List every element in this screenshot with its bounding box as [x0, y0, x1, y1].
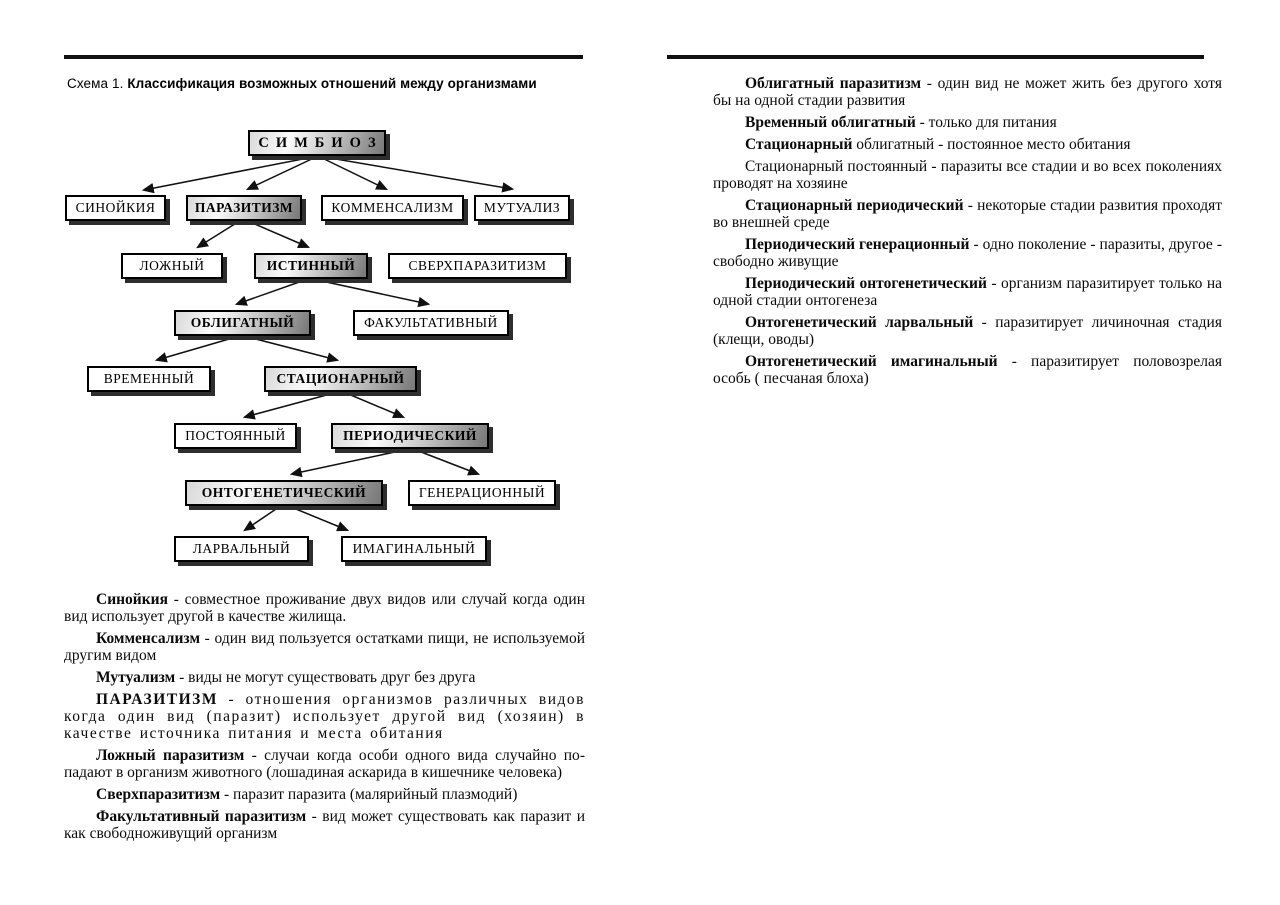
definition-text: - паразитирует половозрелая особь ( песчаная блоха) — [713, 353, 1222, 387]
definition-paragraph — [64, 691, 585, 742]
left-definitions — [64, 591, 585, 842]
arrow — [291, 507, 347, 530]
definition-paragraph — [713, 114, 1222, 131]
definition-paragraph — [713, 158, 1222, 192]
term: Временный облигатный — [745, 114, 916, 131]
definition-paragraph — [64, 786, 585, 803]
definition-text: - организм паразитирует только на одной стадии онтогенеза — [713, 275, 1222, 309]
definition-paragraph — [64, 669, 585, 686]
arrow — [245, 507, 279, 530]
term: Сверхпаразитизм — [96, 786, 221, 803]
term: ПАРАЗИТИЗМ — [96, 691, 218, 708]
definition-text: - отношения организмов различных видов когда один вид (паразит) использует другой вид (хозяин) в качестве источника питания и места обитания — [64, 691, 585, 742]
arrow — [144, 157, 313, 190]
diagram-node-lozhnyj: ЛОЖНЫЙ — [121, 253, 223, 279]
term: Синойкия — [96, 591, 168, 608]
diagram-node-postojannyj: ПОСТОЯННЫЙ — [174, 423, 297, 449]
definition-text: - одно поколение - паразиты, другое - свободно живущие — [713, 236, 1222, 270]
diagram-node-periodicheskij: ПЕРИОДИЧЕСКИЙ — [331, 423, 489, 449]
schema-title-prefix: Схема 1. — [67, 76, 128, 91]
arrow — [157, 337, 236, 360]
definition-text: - случаи когда особи одного вида случайно попадают в организм животного (лошадиная аскарида в кишечнике человека) — [64, 747, 585, 781]
diagram-node-simbioz: СИМБИОЗ — [248, 130, 386, 156]
diagram-node-parazitizm: ПАРАЗИТИЗМ — [186, 195, 302, 221]
definition-text: - один вид пользуется остатками пищи, не используемой другим видом — [64, 630, 585, 664]
diagram-node-imaginalnyj: ИМАГИНАЛЬНЫЙ — [341, 536, 487, 562]
diagram-node-ontogeneticheskij: ОНТОГЕНЕТИЧЕСКИЙ — [185, 480, 383, 506]
definition-paragraph — [64, 808, 585, 842]
arrow — [346, 393, 403, 417]
diagram-node-obligatnyj: ОБЛИГАТНЫЙ — [174, 310, 311, 336]
diagram-node-fakultativnyj: ФАКУЛЬТАТИВНЫЙ — [353, 310, 509, 336]
definition-text: - некоторые стадии развития проходят во внешней среде — [713, 197, 1222, 231]
definition-text: - виды не могут существовать друг без друга — [175, 669, 476, 686]
definition-paragraph — [713, 353, 1222, 387]
definition-text: - только для питания — [915, 114, 1057, 131]
definition-paragraph — [64, 591, 585, 625]
arrow — [248, 337, 337, 360]
diagram-node-vremennyj: ВРЕМЕННЫЙ — [87, 366, 211, 392]
definition-paragraph — [713, 236, 1222, 270]
term: Облигатный паразитизм — [745, 75, 922, 92]
definition-paragraph — [713, 275, 1222, 309]
term: Мутуализм — [96, 669, 176, 686]
term: Онтогенетический имагинальный — [745, 353, 998, 370]
diagram-node-istinnyj: ИСТИННЫЙ — [254, 253, 368, 279]
term: Комменсализм — [96, 630, 200, 647]
term: Ложный паразитизм — [96, 747, 245, 764]
definition-text: облигатный - постоянное место обитания — [852, 136, 1131, 153]
definition-paragraph — [713, 314, 1222, 348]
diagram-node-sinojkija: СИНОЙКИЯ — [65, 195, 166, 221]
definition-paragraph — [64, 630, 585, 664]
arrow — [245, 393, 334, 417]
definition-text: Стационарный постоянный - паразиты все стадии и во всех поколениях проводят на хозяине — [713, 158, 1222, 192]
arrow — [198, 222, 238, 247]
definition-paragraph — [713, 75, 1222, 109]
arrow — [292, 450, 404, 474]
term: Онтогенетический ларвальный — [745, 314, 974, 331]
definition-paragraph — [713, 197, 1222, 231]
diagram-node-mutualiz: МУТУАЛИЗ — [474, 195, 570, 221]
arrow — [248, 157, 316, 189]
diagram-node-kommensalizm: КОММЕНСАЛИЗМ — [321, 195, 464, 221]
definition-paragraph — [713, 136, 1222, 153]
diagram-node-generacionnyj: ГЕНЕРАЦИОННЫЙ — [408, 480, 556, 506]
diagram-node-sverhparazitizm: СВЕРХПАРАЗИТИЗМ — [388, 253, 567, 279]
definition-text: - совместное проживание двух видов или случай когда один вид использует другой в качестве жилища. — [64, 591, 585, 625]
schema-title-text: Классификация возможных отношений между организмами — [127, 76, 537, 91]
arrow — [250, 222, 308, 247]
term: Факультативный паразитизм — [96, 808, 307, 825]
arrow — [317, 280, 428, 304]
term: Стационарный периодический — [745, 197, 964, 214]
term: Периодический генерационный — [745, 236, 970, 253]
definition-text: - паразитирует личиночная стадия (клещи, оводы) — [713, 314, 1222, 348]
arrow — [416, 450, 478, 474]
term: Периодический онтогенетический — [745, 275, 987, 292]
right-top-rule — [667, 55, 1204, 59]
definition-paragraph — [64, 747, 585, 781]
diagram-node-stacionarnyj: СТАЦИОНАРНЫЙ — [264, 366, 417, 392]
definition-text: - вид может существовать как паразит и как свободноживущий организм — [64, 808, 585, 842]
definition-text: - паразит паразита (малярийный плазмодий) — [220, 786, 518, 803]
arrow — [237, 280, 305, 304]
right-definitions — [713, 75, 1222, 387]
term: Стационарный — [745, 136, 853, 153]
diagram-node-larvalnyj: ЛАРВАЛЬНЫЙ — [174, 536, 309, 562]
definition-text: - один вид не может жить без другого хотя бы на одной стадии развития — [713, 75, 1222, 109]
